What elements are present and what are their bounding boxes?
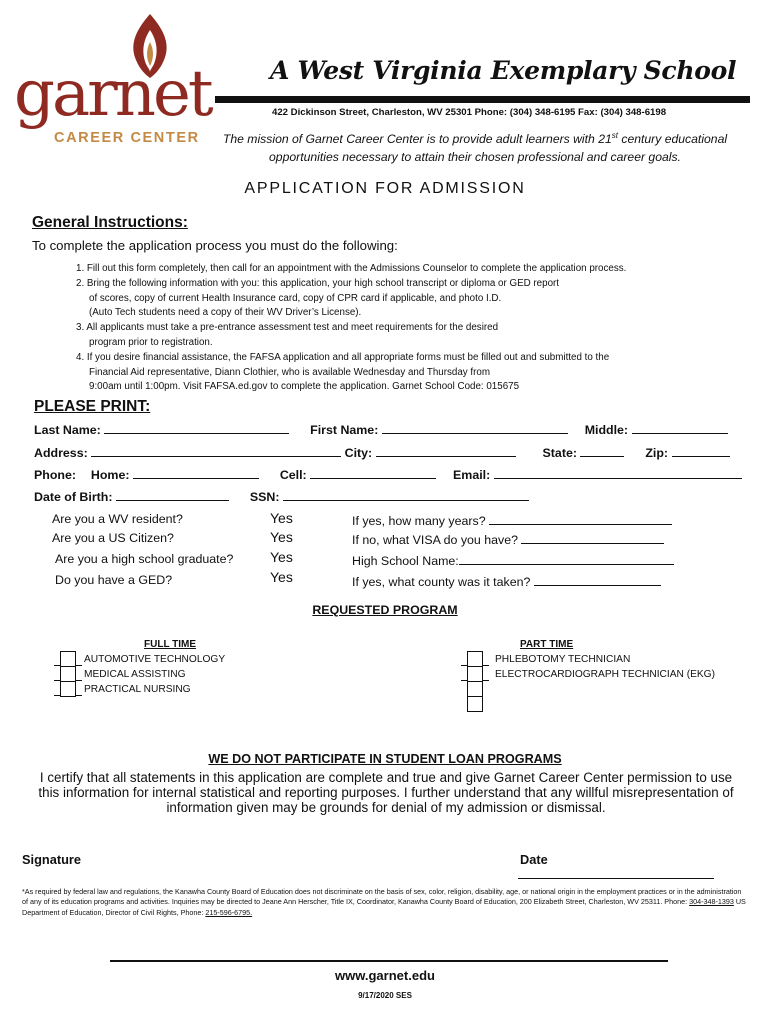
followup-hs-name: High School Name: bbox=[352, 552, 674, 568]
part-time-heading: PART TIME bbox=[520, 639, 574, 650]
followup-visa: If no, what VISA do you have? bbox=[352, 531, 664, 547]
phone-label: Phone: bbox=[34, 468, 76, 482]
address-row bbox=[34, 443, 730, 460]
instruction-steps bbox=[76, 262, 756, 395]
answer-hs-graduate[interactable]: Yes bbox=[270, 549, 293, 565]
footer-divider bbox=[110, 960, 668, 962]
nondiscrimination-notice: *As required by federal law and regulations, the Kanawha County Board of Education does not discriminate on the basis of sex, color, religion, disability, age, or national origin in the employment practices or in the administration of any of its education programs and activities. Inquiries may be directed to Jeane Ann Herscher, Title IX, Coordinator, Kanawha County Board of Education, 200 Elizabeth Street, Charleston, WV 25311. Phone: 304-348-1393 US Department of Education, Director of Civil Rights, Phone: 215-596-6795. bbox=[22, 887, 746, 917]
instructions-intro: To complete the application process you must do the following: bbox=[32, 238, 398, 253]
question-wv-resident: Are you a WV resident? bbox=[52, 512, 183, 526]
phone-row bbox=[34, 465, 742, 482]
certification-statement: I certify that all statements in this application are complete and true and give Garnet Career Center permission to use this information for internal statistical and reporting purposes. I further understand that any willful misrepresentation of information given may be grounds for denial of my admission or dismissal. bbox=[38, 770, 734, 815]
city-field[interactable] bbox=[376, 443, 516, 457]
county-field[interactable] bbox=[534, 573, 661, 586]
empty-checkbox[interactable] bbox=[467, 696, 483, 712]
state-label: State: bbox=[542, 446, 577, 460]
first-name-field[interactable] bbox=[382, 420, 568, 434]
option-automotive: AUTOMOTIVE TECHNOLOGY bbox=[84, 654, 226, 665]
date-field[interactable] bbox=[518, 878, 714, 879]
instruction-line: 9:00am until 1:00pm. Visit FAFSA.ed.gov to complete the application. Garnet School Code: 015675 bbox=[89, 381, 520, 393]
dob-field[interactable] bbox=[116, 487, 229, 501]
instruction-line: 1. Fill out this form completely, then call for an appointment with the Admissions Counselor to complete the application process. bbox=[76, 263, 627, 274]
followup-county: If yes, what county was it taken? bbox=[352, 573, 661, 589]
last-name-label: Last Name: bbox=[34, 423, 101, 437]
city-label: City: bbox=[344, 446, 373, 460]
option-phlebotomy: PHLEBOTOMY TECHNICIAN bbox=[495, 654, 631, 665]
option-practical-nursing: PRACTICAL NURSING bbox=[84, 684, 191, 695]
cell-phone-field[interactable] bbox=[310, 465, 436, 479]
title-ix-phone-link[interactable]: 304-348-1393 bbox=[689, 897, 734, 907]
please-print-heading: PLEASE PRINT: bbox=[34, 398, 151, 415]
question-us-citizen: Are you a US Citizen? bbox=[52, 531, 174, 545]
signature-label: Signature bbox=[22, 852, 82, 867]
hs-name-field[interactable] bbox=[459, 552, 674, 565]
practical-nursing-checkbox[interactable] bbox=[60, 681, 76, 697]
answer-wv-resident[interactable]: Yes bbox=[270, 510, 293, 526]
logo-wordmark: garnet bbox=[14, 57, 211, 131]
instruction-line: (Auto Tech students need a copy of their WV Driver’s License). bbox=[89, 307, 362, 319]
middle-name-field[interactable] bbox=[632, 420, 728, 434]
instruction-line: Financial Aid representative, Diann Clothier, who is available Wednesday and Thursday from bbox=[89, 366, 490, 378]
student-loan-notice: WE DO NOT PARTICIPATE IN STUDENT LOAN PROGRAMS bbox=[208, 752, 562, 766]
home-phone-label: Home: bbox=[90, 468, 130, 482]
ekg-checkbox[interactable] bbox=[467, 666, 483, 682]
first-name-label: First Name: bbox=[310, 423, 379, 437]
instruction-line: 3. All applicants must take a pre-entrance assessment test and meet requirements for the desired bbox=[76, 322, 499, 334]
home-phone-field[interactable] bbox=[133, 465, 259, 479]
full-time-heading: FULL TIME bbox=[144, 639, 197, 650]
question-ged: Do you have a GED? bbox=[55, 573, 173, 587]
medical-assisting-checkbox[interactable] bbox=[60, 666, 76, 682]
instruction-line: of scores, copy of current Health Insurance card, copy of CPR card if applicable, and photo I.D. bbox=[89, 292, 502, 304]
ssn-field[interactable] bbox=[283, 487, 529, 501]
requested-program-heading: REQUESTED PROGRAM bbox=[312, 603, 458, 617]
ssn-label: SSN: bbox=[249, 490, 280, 504]
date-label: Date bbox=[520, 852, 548, 867]
school-tagline: A West Virginia Exemplary School bbox=[270, 56, 737, 85]
answer-ged[interactable]: Yes bbox=[270, 569, 293, 585]
option-ekg: ELECTROCARDIOGRAPH TECHNICIAN (EKG) bbox=[495, 669, 716, 680]
empty-checkbox[interactable] bbox=[467, 681, 483, 697]
middle-name-label: Middle: bbox=[584, 423, 629, 437]
instruction-line: 2. Bring the following information with you: this application, your high school transcript or diploma or GED report bbox=[76, 277, 560, 289]
form-title: APPLICATION FOR ADMISSION bbox=[244, 180, 526, 197]
email-field[interactable] bbox=[494, 465, 742, 479]
instruction-line: program prior to registration. bbox=[89, 336, 213, 348]
email-label: Email: bbox=[453, 468, 491, 482]
school-logo bbox=[12, 10, 212, 150]
dob-row bbox=[34, 487, 529, 504]
mission-statement: The mission of Garnet Career Center is to provide adult learners with 21st century educational opportunities necessary to attain their chosen professional and career goals. bbox=[222, 131, 728, 165]
instructions-heading: General Instructions: bbox=[32, 214, 188, 231]
address-field[interactable] bbox=[91, 443, 341, 457]
years-field[interactable] bbox=[489, 512, 672, 525]
phlebotomy-checkbox[interactable] bbox=[467, 651, 483, 667]
question-hs-graduate: Are you a high school graduate? bbox=[55, 552, 234, 566]
name-row bbox=[34, 420, 728, 437]
zip-field[interactable] bbox=[672, 443, 730, 457]
website-link[interactable]: www.garnet.edu bbox=[335, 968, 435, 983]
state-field[interactable] bbox=[580, 443, 624, 457]
option-medical-assisting: MEDICAL ASSISTING bbox=[84, 669, 186, 680]
last-name-field[interactable] bbox=[104, 420, 289, 434]
address-label: Address: bbox=[34, 446, 88, 460]
automotive-checkbox[interactable] bbox=[60, 651, 76, 667]
school-address: 422 Dickinson Street, Charleston, WV 25301 Phone: (304) 348-6195 Fax: (304) 348-6198 bbox=[272, 107, 667, 118]
header-divider bbox=[215, 96, 750, 103]
logo-subtitle: CAREER CENTER bbox=[54, 130, 200, 146]
revision-code: 9/17/2020 SES bbox=[358, 991, 412, 1000]
visa-field[interactable] bbox=[521, 531, 664, 544]
dob-label: Date of Birth: bbox=[34, 490, 113, 504]
cell-phone-label: Cell: bbox=[279, 468, 307, 482]
zip-label: Zip: bbox=[645, 446, 669, 460]
civil-rights-phone-link[interactable]: 215-596-6795. bbox=[205, 907, 253, 917]
followup-years: If yes, how many years? bbox=[352, 512, 672, 528]
instruction-line: 4. If you desire financial assistance, the FAFSA application and all appropriate forms must be filled out and submitted to the bbox=[76, 351, 610, 363]
answer-us-citizen[interactable]: Yes bbox=[270, 529, 293, 545]
